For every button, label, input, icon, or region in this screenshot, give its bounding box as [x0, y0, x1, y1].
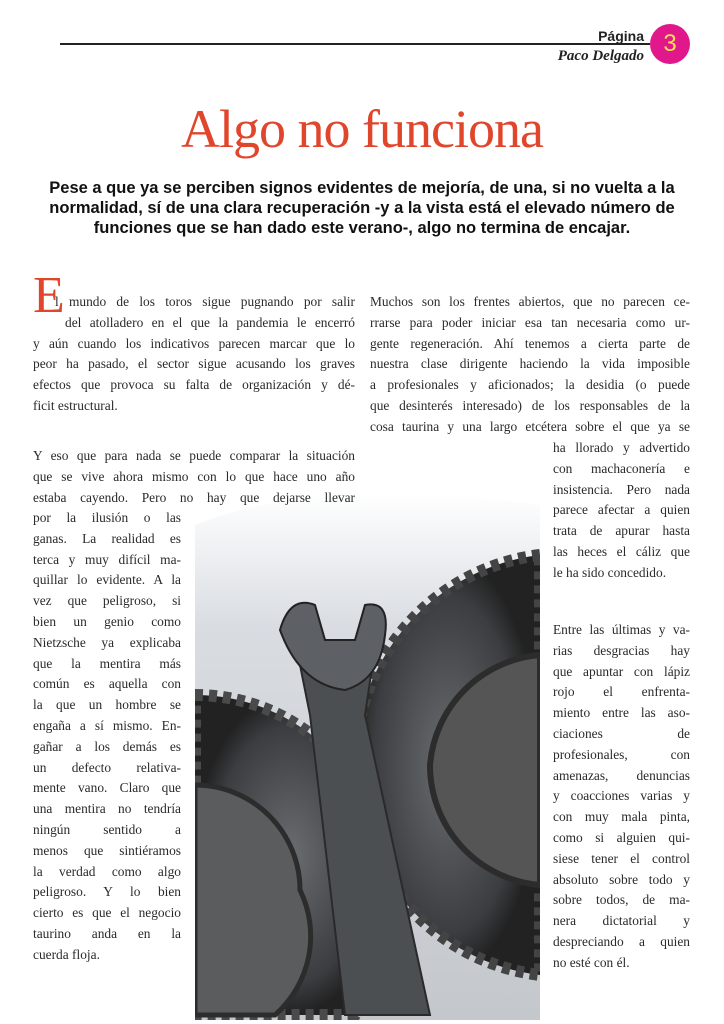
text-line: Nietzsche ya explicaba [33, 634, 181, 650]
header-rule [60, 43, 650, 45]
text-line: ha llorado y advertido [553, 440, 690, 455]
article-lead: Pese a que ya se perciben signos evidentes de mejoría, de una, si no vuelta a la normalidad, sí de una clara recuperación -y a la vista está el elevado número de funciones que se han dado este verano-, algo no termina de encajar. [49, 179, 675, 237]
text-line: y coacciones varias y [553, 788, 690, 804]
text-line: que desinterés interesado) de los responsables de la [370, 397, 690, 413]
text-line: Muchos son los frentes abiertos, que no parecen ce- [370, 294, 690, 309]
text-line: vez que peligroso, si [33, 593, 181, 609]
text-line: absoluto sobre todo y [553, 871, 690, 887]
text-line: con machaconería e [553, 460, 690, 476]
text-line: mente vano. Claro que [33, 780, 181, 796]
text-line: con muy mala pinta, [553, 809, 690, 825]
left-paragraph-2 [33, 446, 355, 508]
text-line: trata de apurar hasta [553, 523, 690, 539]
right-paragraph-2 [553, 620, 690, 974]
text-line: que apuntar con lápiz [553, 663, 690, 679]
text-line: cosa taurina y una largo etcétera sobre el que ya se [370, 418, 690, 434]
text-line: l mundo de los toros sigue pugnando por salir [55, 294, 355, 309]
right-paragraph-1-wrap [553, 438, 690, 584]
text-line: ciaciones de [553, 725, 690, 741]
text-line: nera dictatorial y [553, 913, 690, 929]
text-line: un defecto relativa- [33, 759, 181, 775]
text-line: nuestra clase dirigente haciendo la vida imposible [370, 356, 690, 372]
text-line: sobre todos, de ma- [553, 892, 690, 908]
text-line: del atolladero en el que la pandemia le encerró [65, 314, 355, 330]
left-paragraph-1 [33, 292, 355, 417]
text-line: le ha sido concedido. [553, 564, 667, 580]
text-line: la que un hombre se [33, 697, 181, 713]
text-line: Y eso que para nada se puede comparar la situación [33, 448, 355, 463]
text-line: engaña a sí mismo. En- [33, 717, 181, 733]
text-line: gañar a los demás es [33, 738, 181, 754]
text-line: ficit estructural. [33, 397, 118, 413]
page-label: Página [598, 28, 644, 44]
text-line: peligroso. Y lo bien [33, 884, 181, 900]
text-line: que se vive ahora mismo con lo que hace uno año [33, 468, 355, 484]
text-line: no esté con él. [553, 954, 630, 970]
text-line: insistencia. Pero nada [553, 481, 690, 497]
left-paragraph-2-wrap [33, 508, 181, 966]
text-line: efectos que provoca su falta de organización y dé- [33, 377, 355, 393]
author-name: Paco Delgado [557, 48, 644, 64]
text-line: ganas. La realidad es [33, 530, 181, 546]
text-line: y aún cuando los indicativos parecen marcar que lo [33, 335, 355, 351]
text-line: por la ilusión o las [33, 510, 181, 525]
text-line: como si alguien qui- [553, 829, 690, 845]
right-paragraph-1 [370, 292, 690, 438]
gears-illustration [195, 465, 540, 1020]
text-line: amenazas, denuncias [553, 767, 690, 783]
text-line: la verdad como algo [33, 863, 181, 879]
text-line: que la mentira más [33, 655, 181, 671]
text-line: parece afectar a quien [553, 502, 690, 518]
text-line: Entre las últimas y va- [553, 622, 690, 637]
text-line: rojo el enfrenta- [553, 684, 690, 700]
text-line: una mentira no tendría [33, 801, 181, 817]
text-line: quillar lo evidente. A la [33, 572, 181, 588]
text-line: miento entre las aso- [553, 705, 690, 721]
text-line: despreciando a quien [553, 933, 690, 949]
text-line: terca y muy difícil ma- [33, 551, 181, 567]
text-line: taurino anda en la [33, 925, 181, 941]
text-line: peor ha pasado, el sector sigue acusando los graves [33, 356, 355, 372]
drop-cap: E [33, 267, 65, 324]
text-line: siese tener el control [553, 850, 690, 866]
text-line: las heces el cáliz que [553, 543, 690, 559]
text-line: bien un genio como [33, 613, 181, 629]
page-number-badge: 3 [650, 24, 690, 64]
text-line: profesionales, con [553, 746, 690, 762]
text-line: gente regeneración. Ahí tenemos a cierta parte de [370, 335, 690, 351]
text-line: ningún sentido a [33, 821, 181, 837]
gears-wrench-image [195, 465, 540, 1024]
text-line: menos que sintiéramos [33, 842, 181, 858]
text-line: común es aquella con [33, 676, 181, 692]
text-line: rrarse para poder iniciar esa tan necesaria como ur- [370, 314, 690, 330]
article-title: Algo no funciona [181, 99, 543, 159]
text-line: cierto es que el negocio [33, 905, 181, 921]
text-line: estaba cayendo. Pero no hay que dejarse llevar [33, 489, 355, 505]
text-line: a profesionales y aficionados; la desidia (o puede [370, 377, 690, 393]
text-line: rias desgracias hay [553, 642, 690, 658]
text-line: cuerda floja. [33, 946, 100, 962]
